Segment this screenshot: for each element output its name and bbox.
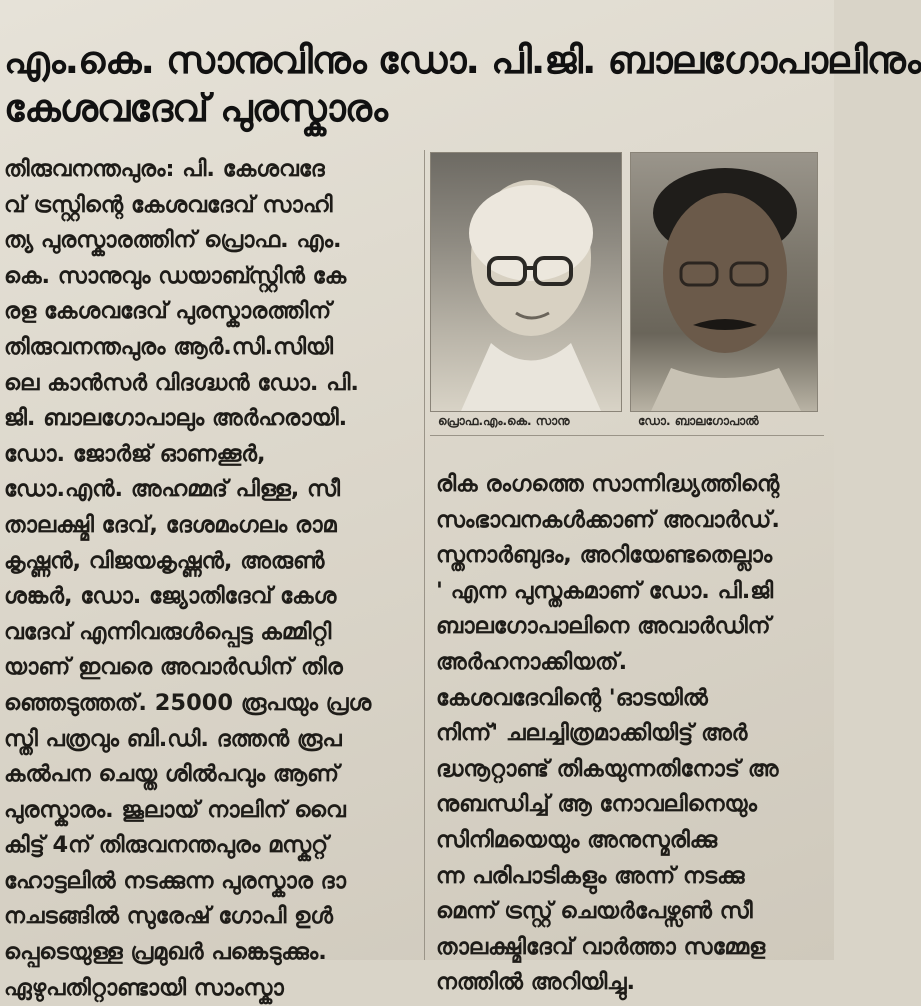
headline-line-1: എം.കെ. സാനുവിനും ഡോ. പി.ജി. ബാലഗോപാലിനും bbox=[4, 38, 921, 82]
text-line: അർഹനാക്കിയത്. bbox=[436, 648, 628, 675]
text-line: കൽപന ചെയ്ത ശിൽപവും ആണ് bbox=[4, 761, 339, 788]
text-line: കിട്ട് 4ന് തിരുവനന്തപുരം മസ്കറ്റ് bbox=[4, 832, 329, 859]
text-line: താലക്ഷ്മി ദേവ്, ദേശമംഗലം രാമ bbox=[4, 511, 337, 538]
portrait-photo-balagopal bbox=[630, 152, 818, 412]
text-line: ഏഴുപതിറ്റാണ്ടായി സാംസ്കാ bbox=[4, 974, 284, 1001]
column-divider bbox=[424, 150, 425, 960]
text-line: സ്തി പത്രവും ബി.ഡി. ദത്തൻ രൂപ bbox=[4, 725, 342, 752]
text-line: ബാലഗോപാലിനെ അവാർഡിന് bbox=[436, 613, 771, 640]
text-line: ഡോ. ജോർജ് ഓണക്കൂർ, bbox=[4, 440, 266, 467]
text-line: പ്പെടെയുള്ള പ്രമുഖർ പങ്കെടുക്കും. bbox=[4, 939, 327, 966]
text-line: നുബന്ധിച്ച് ആ നോവലിനെയും bbox=[436, 791, 757, 818]
text-line: രിക രംഗത്തെ സാന്നിദ്ധ്യത്തിന്റെ bbox=[436, 471, 780, 497]
article-column-2 bbox=[436, 467, 821, 1001]
text-line: സ്തനാർബുദം, അറിയേണ്ടതെല്ലാം bbox=[436, 542, 773, 569]
text-line: ഹോട്ടലിൽ നടക്കുന്ന പുരസ്കാര ദാ bbox=[4, 867, 346, 894]
text-line: നിന്ന്' ചലച്ചിത്രമാക്കിയിട്ട് അർ bbox=[436, 720, 748, 747]
text-line: ദ്ധനൂറ്റാണ്ട് തികയുന്നതിനോട് അ bbox=[436, 755, 779, 782]
text-line: കേശവദേവിന്റെ 'ഓടയിൽ bbox=[436, 684, 708, 711]
headline-line-2: കേശവദേവ് പുരസ്കാരം bbox=[4, 86, 387, 130]
text-line: രള കേശവദേവ് പുരസ്കാരത്തിന് bbox=[4, 298, 332, 325]
text-line: വദേവ് എന്നിവരുൾപ്പെട്ട കമ്മിറ്റി bbox=[4, 618, 332, 645]
text-line: നചടങ്ങിൽ സുരേഷ് ഗോപി ഉൾ bbox=[4, 903, 333, 930]
caption-divider bbox=[430, 435, 824, 436]
text-line: കെ. സാനുവും ഡയാബ്സ്റ്റിൻ കേ bbox=[4, 262, 347, 289]
text-line: ന്ന പരിപാടികളും അന്ന് നടക്കു bbox=[436, 862, 745, 889]
photo-caption-balagopal: ഡോ. ബാലഗോപാൽ bbox=[638, 414, 759, 428]
text-line: ലെ കാൻസർ വിദഗ്ദ്ധൻ ഡോ. പി. bbox=[4, 369, 359, 396]
text-line: ഡോ.എൻ. അഹമ്മദ് പിള്ള, സീ bbox=[4, 476, 340, 503]
text-line: ഞ്ഞെടുത്തത്. 25000 രൂപയും പ്രശ bbox=[4, 689, 372, 716]
text-line: തിരുവനന്തപുരം ആർ.സി.സിയി bbox=[4, 333, 334, 360]
text-line: ശങ്കർ, ഡോ. ജ്യോതിദേവ് കേശ bbox=[4, 583, 337, 610]
text-line: ത്യ പുരസ്കാരത്തിന് പ്രൊഫ. എം. bbox=[4, 227, 342, 254]
text-line: സിനിമയെയും അനുസ്മരിക്കു bbox=[436, 826, 718, 853]
text-line: കൃഷ്ണൻ, വിജയകൃഷ്ണൻ, അരുൺ bbox=[4, 547, 325, 574]
text-line: നത്തിൽ അറിയിച്ചു. bbox=[436, 969, 636, 996]
text-line: ' എന്ന പുസ്തകമാണ് ഡോ. പി.ജി bbox=[436, 577, 774, 604]
text-line: വ് ട്രസ്റ്റിന്റെ കേശവദേവ് സാഹി bbox=[4, 191, 333, 218]
article-column-1 bbox=[4, 152, 414, 1006]
text-line: യാണ് ഇവരെ അവാർഡിന് തിര bbox=[4, 654, 343, 681]
photo-caption-sanu: പ്രൊഫ.എം.കെ. സാനു bbox=[438, 414, 570, 428]
text-line: പുരസ്കാരം. ജൂലായ് നാലിന് വൈ bbox=[4, 796, 346, 823]
text-line: തിരുവനന്തപുരം: പി. കേശവദേ bbox=[4, 156, 325, 182]
text-line: മെന്ന് ട്രസ്റ്റ് ചെയർപേഴ്സൺ സീ bbox=[436, 898, 753, 925]
text-line: താലക്ഷ്മിദേവ് വാർത്താ സമ്മേള bbox=[436, 933, 766, 960]
portrait-photo-sanu bbox=[430, 152, 622, 412]
text-line: ജി. ബാലഗോപാലും അർഹരായി. bbox=[4, 405, 348, 432]
text-line: സംഭാവനകൾക്കാണ് അവാർഡ്. bbox=[436, 506, 780, 533]
